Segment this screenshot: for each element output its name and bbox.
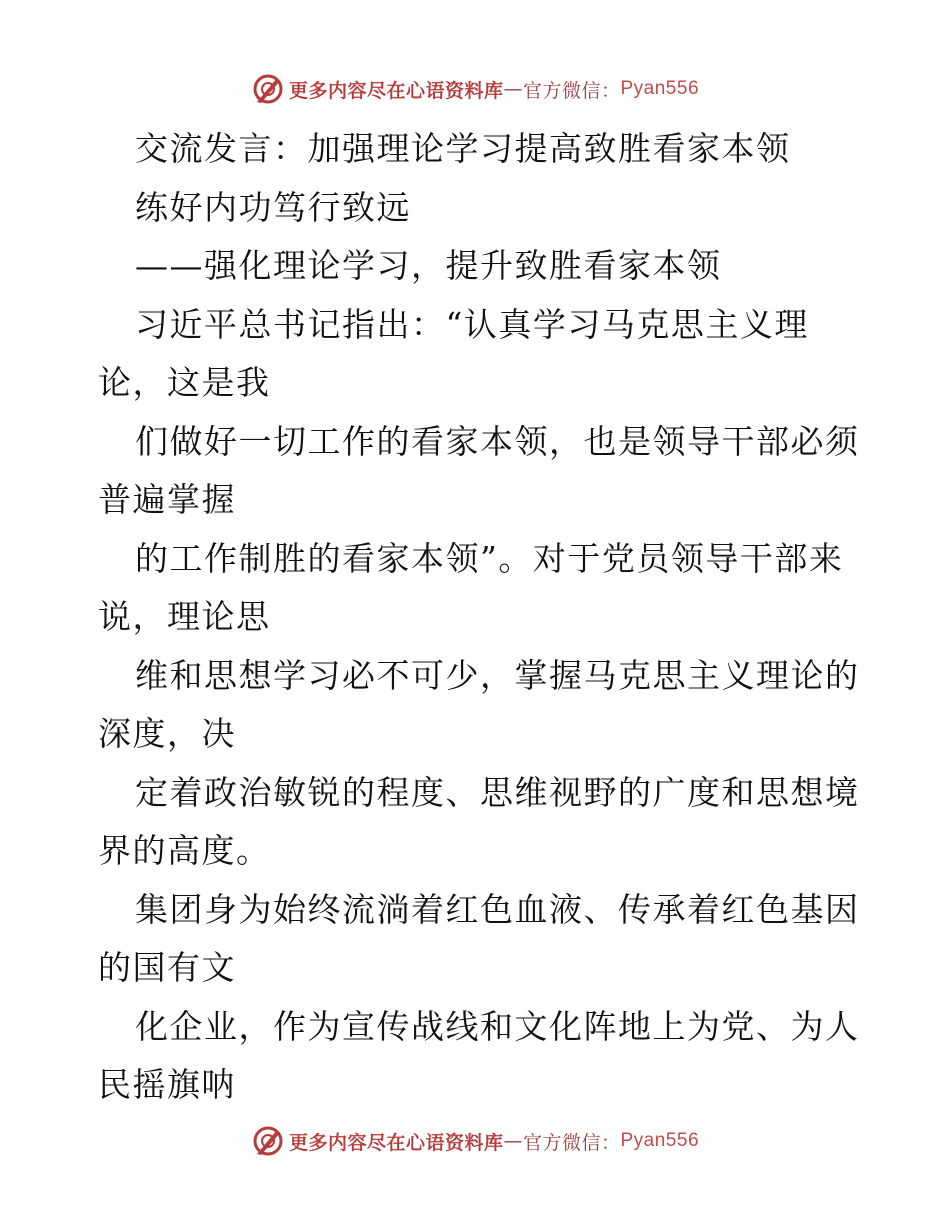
watermark-channel: 官方微信： bbox=[522, 1131, 621, 1154]
text-line: 习近平总书记指出：“认真学习马克思主义理 bbox=[135, 304, 809, 344]
text-line: 界的高度。 bbox=[98, 831, 271, 870]
text-line: 说，理论思 bbox=[98, 597, 271, 636]
watermark-brand: 更多内容尽在心语资料库 bbox=[288, 1131, 504, 1154]
text-line: 维和思想学习必不可少，掌握马克思主义理论的 bbox=[135, 655, 860, 695]
text-line: 普遍掌握 bbox=[98, 480, 236, 519]
text-line: 们做好一切工作的看家本领，也是领导干部必须 bbox=[135, 421, 860, 461]
quill-logo-icon bbox=[251, 1124, 285, 1158]
text-line: ——强化理论学习，提升致胜看家本领 bbox=[135, 246, 722, 285]
watermark-separator: — bbox=[503, 78, 523, 100]
text-line: 民摇旗呐 bbox=[98, 1065, 236, 1104]
quill-logo-icon bbox=[251, 72, 285, 106]
text-line: 论，这是我 bbox=[98, 363, 271, 402]
document-title-line: 交流发言：加强理论学习提高致胜看家本领 bbox=[135, 129, 791, 168]
text-line: 的国有文 bbox=[98, 948, 236, 987]
footer-watermark bbox=[0, 1124, 950, 1158]
text-line: 化企业，作为宣传战线和文化阵地上为党、为人 bbox=[135, 1006, 860, 1046]
header-watermark bbox=[0, 72, 950, 106]
text-line: 定着政治敏锐的程度、思维视野的广度和思想境 bbox=[135, 772, 860, 812]
watermark-wechat-id: Pyan556 bbox=[620, 1130, 700, 1151]
watermark-brand: 更多内容尽在心语资料库 bbox=[288, 79, 504, 102]
watermark-wechat-id: Pyan556 bbox=[620, 78, 700, 99]
watermark-separator: — bbox=[503, 1130, 523, 1152]
document-body bbox=[98, 120, 858, 1115]
text-line: 的工作制胜的看家本领”。对于党员领导干部来 bbox=[135, 538, 844, 578]
watermark-channel: 官方微信： bbox=[522, 79, 621, 102]
text-line: 练好内功笃行致远 bbox=[135, 187, 411, 227]
text-line: 集团身为始终流淌着红色血液、传承着红色基因 bbox=[135, 889, 860, 929]
text-line: 深度，决 bbox=[98, 714, 236, 753]
